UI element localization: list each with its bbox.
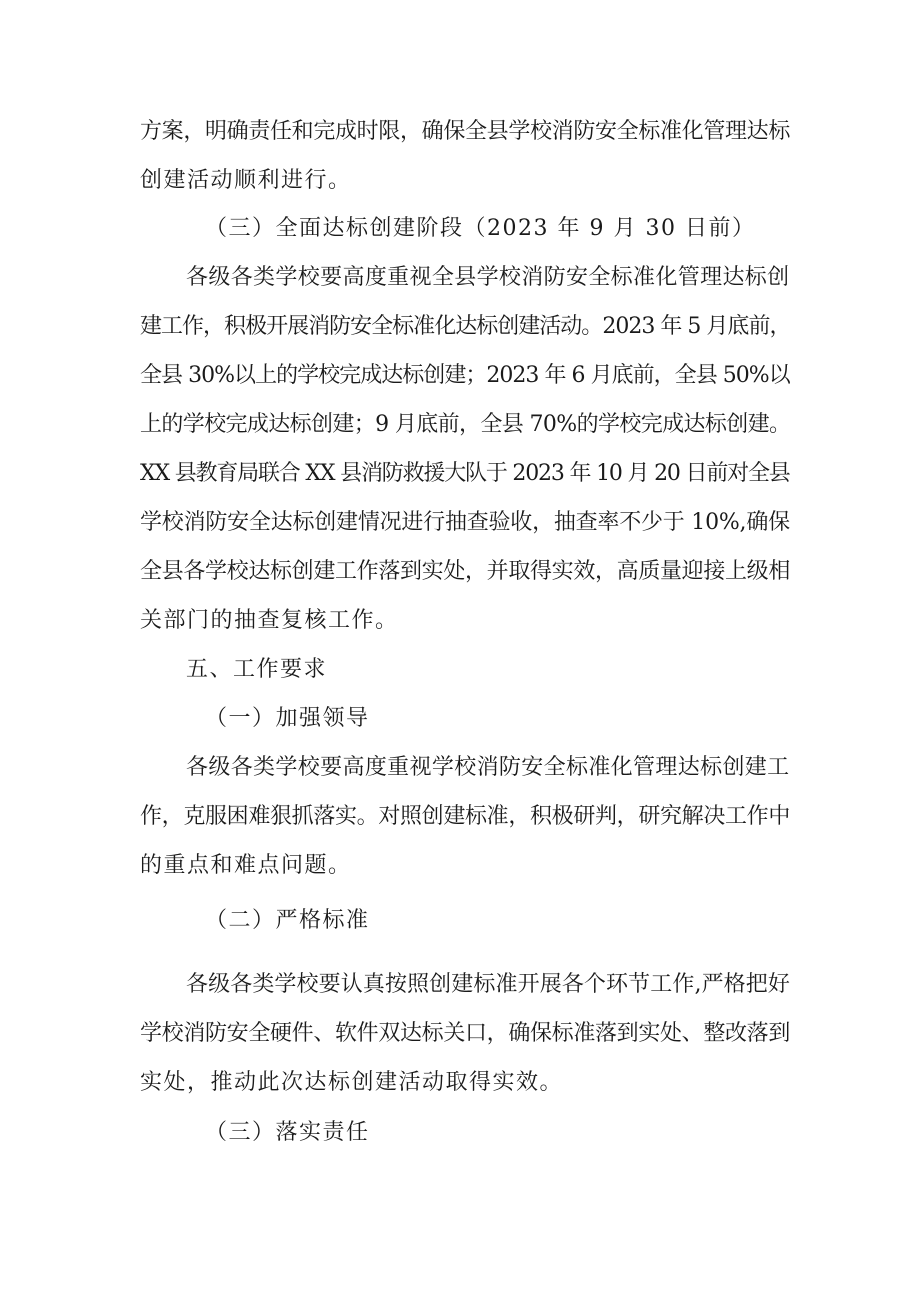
body-text-line: 创建活动顺利进行。 (140, 168, 352, 193)
body-text-line: 建工作，积极开展消防安全标准化达标创建活动。2023 年 5 月底前， (140, 314, 791, 339)
body-text-line: 全县 30%以上的学校完成达标创建；2023 年 6 月底前，全县 50%以 (140, 363, 790, 388)
body-text-line: 的重点和难点问题。 (140, 853, 352, 878)
section-heading: （三）全面达标创建阶段（2023 年 9 月 30 日前） (205, 216, 756, 241)
body-text-line: 作，克服困难狠抓落实。对照创建标准，积极研判，研究解决工作中 (140, 804, 791, 829)
body-text-line: 各级各类学校要高度重视全县学校消防安全标准化管理达标创 (186, 265, 790, 290)
section-heading: （一）加强领导 (205, 706, 370, 731)
section-heading: （二）严格标准 (205, 908, 370, 933)
body-text-line: 学校消防安全硬件、软件双达标关口，确保标准落到实处、整改落到 (140, 1021, 791, 1046)
body-text-line: XX 县教育局联合 XX 县消防救援大队于 2023 年 10 月 20 日前对全县 (140, 461, 790, 486)
body-text-line: 上的学校完成达标创建；9 月底前，全县 70%的学校完成达标创建。 (140, 412, 791, 437)
body-text-line: 全县各学校达标创建工作落到实处，并取得实效，高质量迎接上级相 (140, 559, 791, 584)
body-text-line: 关部门的抽查复核工作。 (140, 608, 399, 633)
body-text-line: 学校消防安全达标创建情况进行抽查验收，抽查率不少于 10%,确保 (140, 510, 790, 535)
body-text-line: 各级各类学校要高度重视学校消防安全标准化管理达标创建工 (186, 755, 790, 780)
section-heading: （三）落实责任 (205, 1120, 370, 1145)
body-text-line: 各级各类学校要认真按照创建标准开展各个环节工作,严格把好 (186, 972, 790, 997)
body-text-line: 实处，推动此次达标创建活动取得实效。 (140, 1070, 564, 1095)
chapter-heading: 五、工作要求 (186, 657, 328, 682)
body-text-line: 方案，明确责任和完成时限，确保全县学校消防安全标准化管理达标 (140, 119, 791, 144)
